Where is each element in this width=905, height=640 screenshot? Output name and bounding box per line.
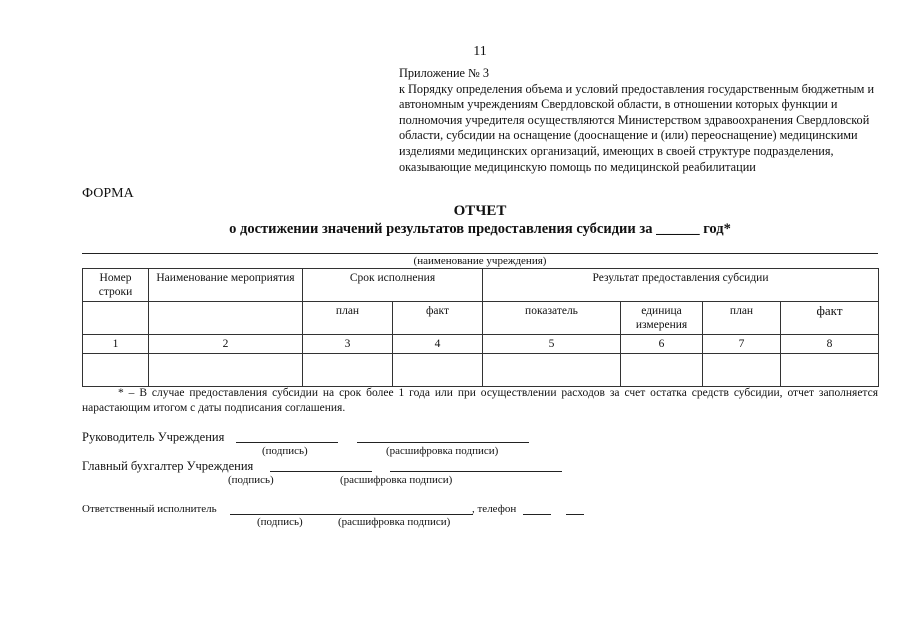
header-deadline: Срок исполнения — [303, 269, 483, 302]
accountant-signature-caption: (подпись) — [228, 474, 274, 486]
header-event-name: Наименование мероприятия — [149, 269, 303, 302]
table-cell[interactable] — [483, 354, 621, 387]
subheader-empty-2 — [149, 302, 303, 335]
table-cell[interactable] — [703, 354, 781, 387]
column-number: 8 — [781, 335, 879, 354]
appendix-block — [399, 66, 889, 175]
responsible-decoding-caption: (расшифровка подписи) — [338, 516, 451, 528]
header-plan-2: план — [703, 302, 781, 335]
table-cell[interactable] — [303, 354, 393, 387]
accountant-decoding-caption: (расшифровка подписи) — [340, 474, 453, 486]
column-number: 4 — [393, 335, 483, 354]
page-number: 11 — [473, 44, 487, 59]
column-number-row — [83, 335, 879, 354]
table-cell[interactable] — [781, 354, 879, 387]
head-label: Руководитель Учреждения — [82, 430, 225, 444]
table-data-row — [83, 354, 879, 387]
table-header-row — [83, 269, 879, 302]
column-number: 5 — [483, 335, 621, 354]
report-subtitle: о достижении значений результатов предоставления субсидии за ______ год* — [229, 221, 731, 237]
chief-accountant-label: Главный бухгалтер Учреждения — [82, 459, 254, 473]
table-cell[interactable] — [149, 354, 303, 387]
head-signature-caption: (подпись) — [262, 445, 308, 457]
subheader-empty-1 — [83, 302, 149, 335]
column-number: 2 — [149, 335, 303, 354]
column-number: 1 — [83, 335, 149, 354]
appendix-text: к Порядку определения объема и условий предоставления государственным бюджетным и автономным учреждениям Свердловской области, в отношении которых функции и полномочия учредителя осуществляются Министерством здравоохранения Свердловской области, субсидии на оснащение (дооснащение и (или) переоснащение) медицинскими изделиями медицинских организаций, имеющих в своей структуре подразделения, оказывающие медицинскую помощь по медицинской реабилитации — [399, 81, 875, 174]
report-title: ОТЧЕТ — [453, 203, 507, 219]
phone-line-1[interactable] — [523, 514, 551, 515]
header-result: Результат предоставления субсидии — [483, 269, 879, 302]
column-number: 3 — [303, 335, 393, 354]
head-decoding-caption: (расшифровка подписи) — [386, 445, 499, 457]
column-number: 7 — [703, 335, 781, 354]
table-subheader-row — [83, 302, 879, 335]
responsible-signature-caption: (подпись) — [257, 516, 303, 528]
phone-label: , телефон — [472, 503, 517, 515]
accountant-decoding-line[interactable] — [390, 471, 562, 472]
footnote: * – В случае предоставления субсидии на срок более 1 года или при осуществлении расходов за счет остатка средств субсидии, отчет заполняется нарастающим итогом с даты подписания соглашения. — [82, 387, 878, 414]
header-plan: план — [303, 302, 393, 335]
column-number: 6 — [621, 335, 703, 354]
responsible-label: Ответственный исполнитель — [82, 503, 217, 515]
header-fact: факт — [393, 302, 483, 335]
institution-name-line[interactable] — [82, 253, 878, 254]
report-table — [82, 268, 879, 387]
table-cell[interactable] — [83, 354, 149, 387]
responsible-line[interactable] — [230, 514, 473, 515]
head-decoding-line[interactable] — [357, 442, 529, 443]
appendix-title: Приложение № 3 — [399, 66, 490, 80]
header-unit: единица измерения — [621, 302, 703, 335]
header-row-number: Номер строки — [83, 269, 149, 302]
form-label: ФОРМА — [82, 186, 134, 201]
header-indicator: показатель — [483, 302, 621, 335]
table-cell[interactable] — [621, 354, 703, 387]
header-fact-2: факт — [781, 302, 879, 335]
head-signature-line[interactable] — [236, 442, 338, 443]
phone-line-2[interactable] — [566, 514, 584, 515]
institution-caption: (наименование учреждения) — [413, 255, 547, 267]
table-cell[interactable] — [393, 354, 483, 387]
accountant-signature-line[interactable] — [270, 471, 372, 472]
